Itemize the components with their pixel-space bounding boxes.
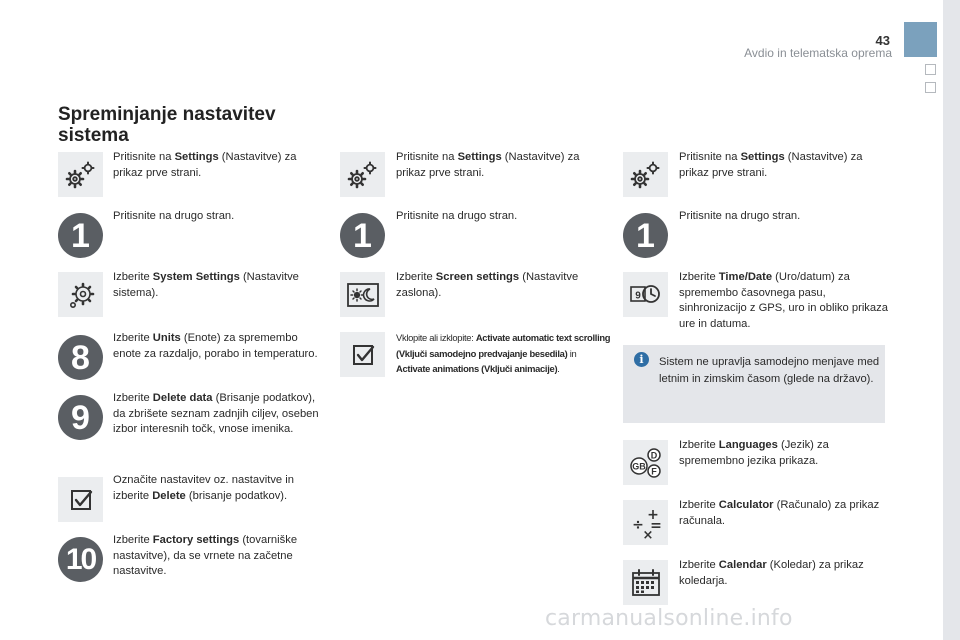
step-text: Označite nastavitev oz. nastavitve in izberite Delete (brisanje podatkov).: [113, 474, 294, 502]
step-text: Vklopite ali izklopite: Activate automatic text scrolling (Vključi samodejno predvajanje besedila) in Activate animations (Vključi animacije).: [396, 332, 611, 374]
step-number-badge: 8: [58, 335, 103, 380]
delete-term: Delete: [152, 489, 186, 502]
checkbox-confirm-icon: [58, 477, 103, 522]
right-edge-strip: [943, 0, 960, 640]
page-title-line2: sistema: [58, 125, 129, 146]
settings-gears-icon: [58, 152, 103, 197]
settings-gears-icon: [623, 152, 668, 197]
step-text: Izberite Screen settings (Nastavitve zaslona).: [396, 271, 579, 299]
tab-marker-box: [925, 64, 936, 75]
auto-scroll-term: Activate automatic text scrolling (Vključi samodejno predvajanje besedila): [396, 332, 611, 359]
step-text: Pritisnite na Settings (Nastavitve) za prikaz prve strani.: [679, 151, 863, 179]
info-icon: i: [634, 352, 649, 367]
settings-term: Settings: [457, 151, 502, 163]
watermark: carmanualsonline.info: [545, 606, 793, 631]
lang-f-label: F: [650, 466, 657, 476]
step-text: Izberite Calculator (Računalo) za prikaz računala.: [679, 499, 880, 527]
step-number-badge: 10: [58, 537, 103, 582]
info-note-text: Sistem ne upravlja samodejno menjave med letnim in zimskim časom (glede na državo).: [659, 356, 880, 385]
step-number-badge: 1: [58, 213, 103, 258]
system-settings-icon: [58, 272, 103, 317]
step-text: Izberite Units (Enote) za spremembo enote za razdaljo, porabo in temperaturo.: [113, 332, 318, 360]
calc-plus-glyph: +: [646, 506, 659, 523]
step-text: Izberite Calendar (Koledar) za prikaz koledarja.: [679, 559, 864, 587]
calc-times-glyph: ×: [642, 527, 653, 543]
languages-icon: [623, 440, 668, 485]
step-text: Pritisnite na Settings (Nastavitve) za prikaz prve strani.: [113, 151, 297, 179]
calculator-icon: [623, 500, 668, 545]
settings-term: Settings: [740, 151, 785, 163]
calc-divide-glyph: ÷: [631, 516, 644, 533]
time-date-icon: [623, 272, 668, 317]
calendar-term: Calendar: [718, 559, 767, 571]
step-text: Izberite Factory settings (tovarniške nastavitve), da se vrnete na začetne nastavitve.: [113, 534, 298, 577]
settings-gears-icon: [340, 152, 385, 197]
step-text: Izberite Delete data (Brisanje podatkov), da zbrišete seznam zadnjih ciljev, oseben izbor interesnih točk, vnose imenika.: [113, 392, 319, 435]
step-text: Izberite Languages (Jezik) za spremembno jezika prikaza.: [679, 439, 829, 467]
page-number: 43: [875, 33, 890, 48]
step-text: Izberite System Settings (Nastavitve sistema).: [113, 271, 299, 299]
step-number-badge: 1: [623, 213, 668, 258]
step-text: Pritisnite na Settings (Nastavitve) za prikaz prve strani.: [396, 151, 580, 179]
system-settings-term: System Settings: [152, 271, 240, 283]
languages-term: Languages: [718, 439, 778, 451]
time-date-term: Time/Date: [718, 271, 773, 283]
page-title: [58, 104, 276, 146]
step-number-badge: 9: [58, 395, 103, 440]
calculator-term: Calculator: [718, 499, 774, 511]
screen-settings-term: Screen settings: [435, 271, 520, 283]
step-text: Izberite Time/Date (Uro/datum) za spremembo časovnega pasu, sinhronizacijo z GPS, uro in obliko prikaza ure in datuma.: [679, 271, 888, 330]
chapter-tab: [904, 22, 937, 57]
animations-term: Activate animations (Vključi animacije): [396, 363, 558, 374]
checkbox-toggle-icon: [340, 332, 385, 377]
lang-gb-label: GB: [631, 461, 646, 471]
units-term: Units: [152, 332, 181, 344]
step-text: Pritisnite na drugo stran.: [113, 210, 235, 222]
step-text: Pritisnite na drugo stran.: [679, 210, 801, 222]
page-title-line1: Spreminjanje nastavitev: [58, 104, 276, 125]
step-text: Pritisnite na drugo stran.: [396, 210, 518, 222]
calendar-icon: [623, 560, 668, 605]
calc-equals-glyph: =: [649, 517, 662, 534]
svg-text:9: 9: [634, 290, 641, 301]
tab-marker-box: [925, 82, 936, 93]
lang-d-label: D: [650, 450, 657, 460]
settings-term: Settings: [174, 151, 219, 163]
screen-brightness-icon: [340, 272, 385, 317]
factory-settings-term: Factory settings: [152, 534, 240, 546]
delete-data-term: Delete data: [152, 392, 213, 404]
section-title: Avdio in telematska oprema: [744, 46, 892, 60]
step-number-badge: 1: [340, 213, 385, 258]
